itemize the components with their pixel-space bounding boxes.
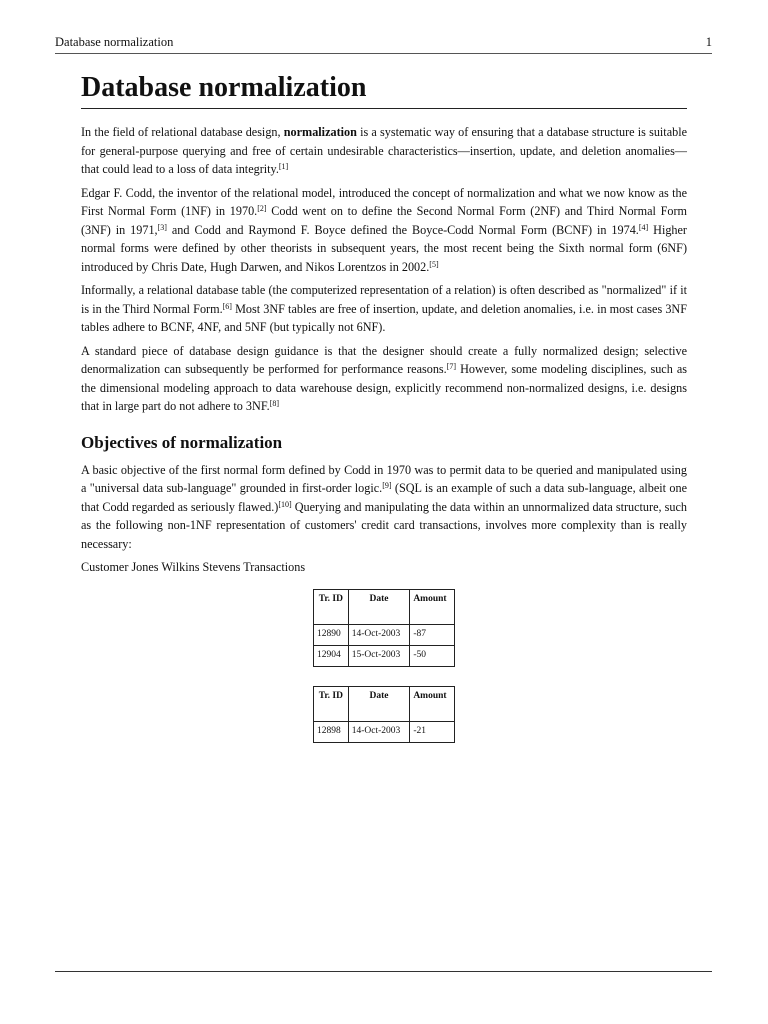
citation-link[interactable]: [8] xyxy=(269,399,280,408)
text: Most 3NF tables are free of insertion, update, and deletion anomalies, i.e. in most cases 3NF tables adhere to BCNF, 4NF, and 5NF (but typically not 6NF). xyxy=(81,301,687,334)
column-header: Date xyxy=(348,686,410,721)
table-row xyxy=(314,624,455,645)
section-heading: Objectives of normalization xyxy=(81,432,283,452)
citation-link[interactable]: [3] xyxy=(157,222,167,232)
table-cell: 12898 xyxy=(314,721,349,742)
text: is a systematic way of ensuring that a database structure is suitable for general-purpose querying and free of certain undesirable characteristics—insertion, update, and deletion anomalies—that could lead to a loss of data integrity. xyxy=(81,125,687,176)
table-header-row xyxy=(314,589,455,624)
table-cell: -50 xyxy=(410,645,455,666)
table-cell: -87 xyxy=(410,624,455,645)
citation-link[interactable]: [6] xyxy=(222,301,232,311)
history-paragraph xyxy=(81,184,687,277)
objectives-paragraph xyxy=(81,461,687,554)
table-cell: 14-Oct-2003 xyxy=(348,624,410,645)
column-header: Amount xyxy=(410,589,455,624)
column-header: Date xyxy=(348,589,410,624)
citation-link[interactable]: [10] xyxy=(278,499,292,509)
citation-link[interactable]: [9] xyxy=(382,481,392,490)
table-cell: 12890 xyxy=(314,624,349,645)
table-cell: 14-Oct-2003 xyxy=(348,721,410,742)
text: However, some modeling disciplines, such as the dimensional modeling approach to data warehouse design, explicitly recommend non-normalized designs, i.e. designs that in large part do not adhere to 3NF. xyxy=(81,362,687,413)
bold-term: normalization xyxy=(283,125,357,139)
table-cell: -21 xyxy=(410,721,455,742)
table-cell: 12904 xyxy=(314,645,349,666)
table-row xyxy=(314,721,455,742)
citation-link[interactable]: [4] xyxy=(638,222,649,232)
text: Informally, a relational database table (the computerized representation of a relation) is often described as "normalized" if it is in the Third Normal Form. xyxy=(81,283,687,316)
running-header-title: Database normalization xyxy=(55,35,174,49)
guidance-paragraph xyxy=(81,342,687,416)
informal-paragraph xyxy=(81,281,687,337)
column-header: Tr. ID xyxy=(314,589,349,624)
citation-link[interactable]: [2] xyxy=(257,204,267,213)
table-caption: Customer Jones Wilkins Stevens Transactions xyxy=(81,560,306,574)
column-header: Amount xyxy=(410,686,455,721)
running-header xyxy=(55,35,712,54)
text: Querying and manipulating the data within an unnormalized data structure, such as the following non-1NF representation of customers' credit card transactions, involves more complexity than is really necessary: xyxy=(81,499,687,551)
footer-rule xyxy=(55,971,712,972)
page-title: Database normalization xyxy=(81,72,687,109)
text: A basic objective of the first normal form defined by Codd in 1970 was to permit data to be queried and manipulated using a "universal data sub-language" grounded in first-order logic. xyxy=(81,462,687,495)
table-header-row xyxy=(314,686,455,721)
text: Higher normal forms were defined by other theorists in subsequent years, the most recent being the Sixth normal form (6NF) introduced by Chris Date, Hugh Darwen, and Nikos Lorentzos in 2002. xyxy=(81,222,687,274)
transactions-table-2 xyxy=(313,686,455,743)
transactions-table-1 xyxy=(313,589,455,667)
text: Edgar F. Codd, the inventor of the relational model, introduced the concept of normalization and what we now know as the First Normal Form (1NF) in 1970. xyxy=(81,185,687,218)
text: In the field of relational database design, xyxy=(81,125,284,139)
citation-link[interactable]: [1] xyxy=(278,162,289,171)
article-body xyxy=(81,72,687,743)
text: Codd went on to define the Second Normal Form (2NF) and Third Normal Form (3NF) in 1971, xyxy=(81,204,687,237)
table-row xyxy=(314,645,455,666)
text: (SQL is an example of such a data sub-language, albeit one that Codd regarded as seriously flawed.) xyxy=(81,481,688,514)
table-cell: 15-Oct-2003 xyxy=(348,645,410,666)
intro-paragraph xyxy=(81,123,687,179)
page-number: 1 xyxy=(705,35,712,49)
citation-link[interactable]: [5] xyxy=(429,259,439,269)
text: and Codd and Raymond F. Boyce defined the Boyce-Codd Normal Form (BCNF) in 1974. xyxy=(166,222,639,237)
text: A standard piece of database design guidance is that the designer should create a fully normalized design; selective denormalization can subsequently be performed for performance reasons. xyxy=(81,343,687,376)
citation-link[interactable]: [7] xyxy=(446,362,457,371)
column-header: Tr. ID xyxy=(314,686,349,721)
